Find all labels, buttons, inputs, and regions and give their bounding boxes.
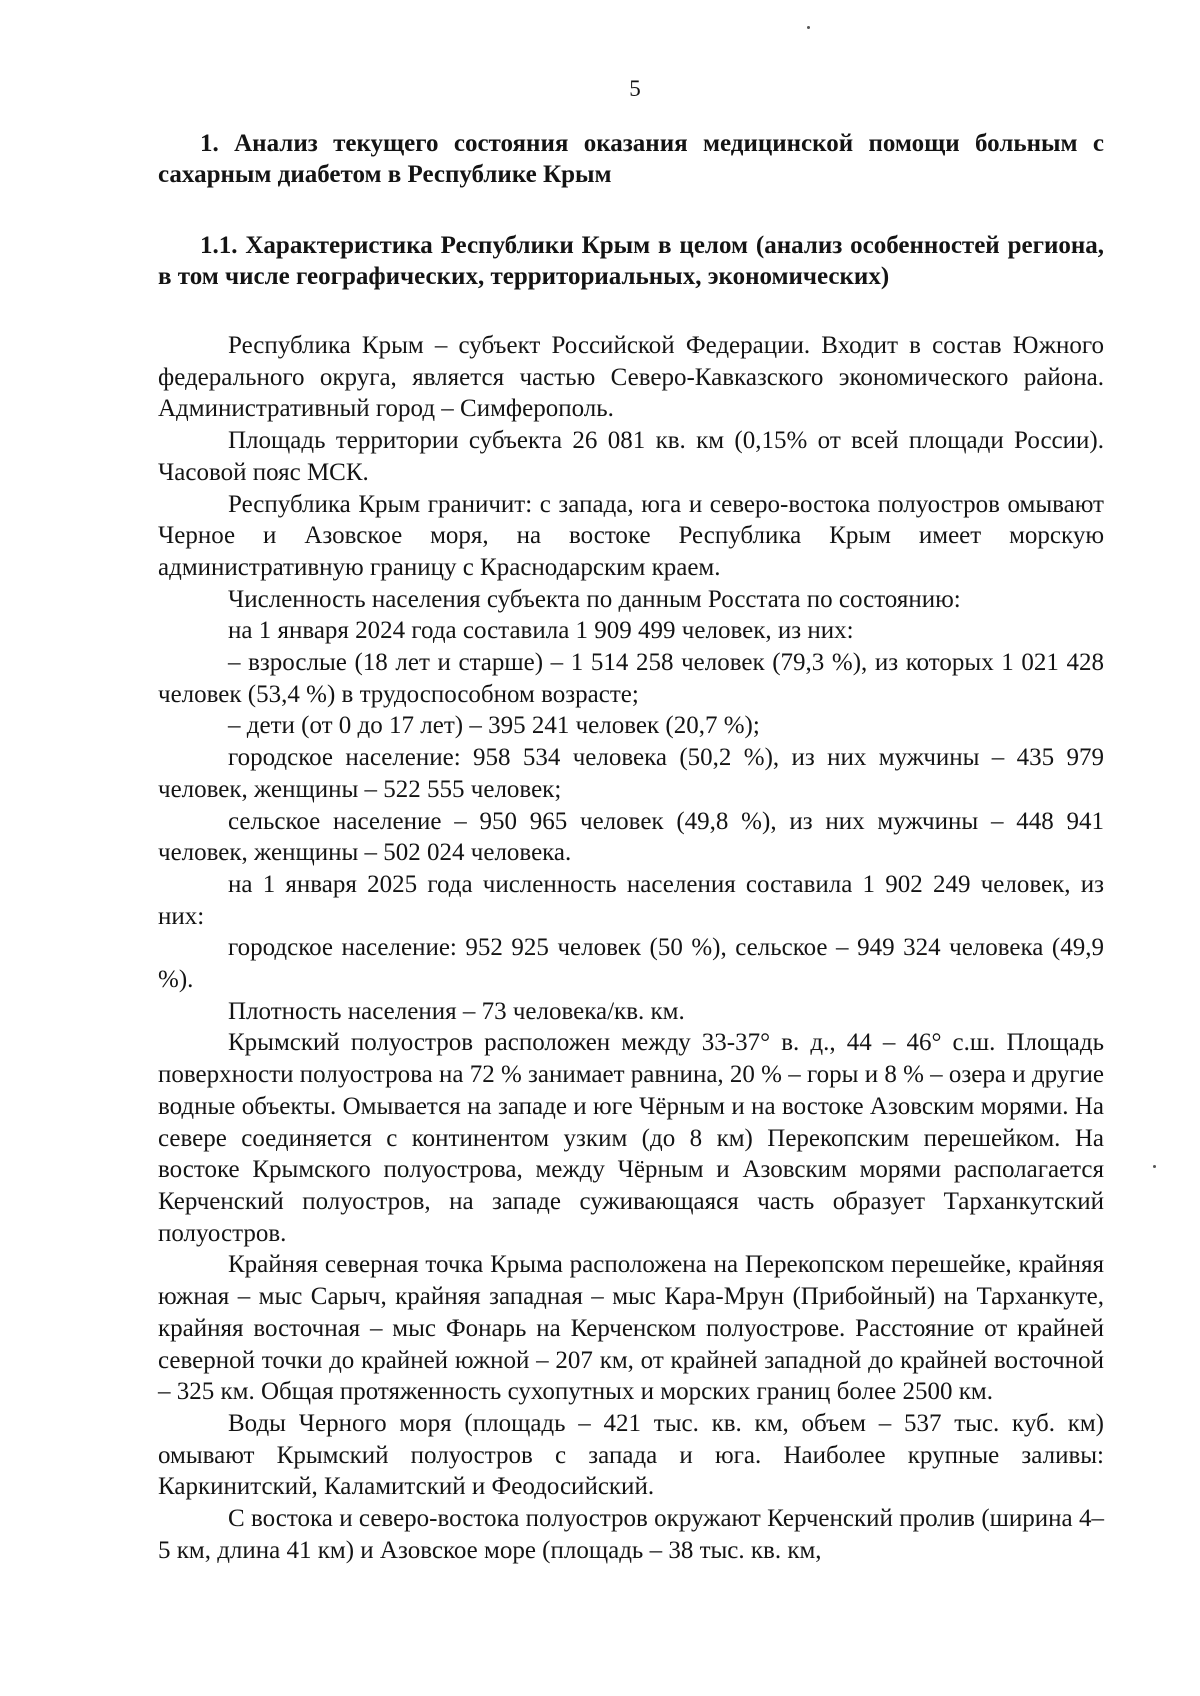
paragraph: Плотность населения – 73 человека/кв. км.: [228, 997, 685, 1025]
document-body: [158, 128, 1104, 1566]
scan-speck: [807, 26, 810, 29]
paragraph: городское население: 952 925 человек (50 %), сельское – 949 324 человека (49,9 %).: [158, 934, 1104, 994]
paragraph: – дети (от 0 до 17 лет) – 395 241 человек (20,7 %);: [228, 712, 760, 740]
page-number: 5: [629, 76, 641, 101]
paragraph: на 1 января 2025 года численность населения составила 1 902 249 человек, из них:: [158, 870, 1104, 930]
paragraph: Численность населения субъекта по данным Росстата по состоянию:: [228, 585, 961, 613]
paragraph: – взрослые (18 лет и старше) – 1 514 258 человек (79,3 %), из которых 1 021 428 человек (53,4 %) в трудоспособном возрасте;: [158, 649, 1104, 708]
section-heading: 1. Анализ текущего состояния оказания медицинской помощи больным с сахарным диабетом в Республике Крым: [158, 130, 1104, 188]
paragraph: Республика Крым граничит: с запада, юга и северо-востока полуостров омывают Черное и Азовское моря, на востоке Республика Крым имеет морскую административную границу с Краснодарским краем.: [158, 490, 1104, 581]
paragraph: городское население: 958 534 человека (50,2 %), из них мужчины – 435 979 человек, женщины – 522 555 человек;: [158, 744, 1104, 803]
paragraph: С востока и северо-востока полуостров окружают Керченский пролив (ширина 4–5 км, длина 41 км) и Азовское море (площадь – 38 тыс. кв. км,: [158, 1505, 1104, 1564]
subsection-heading: 1.1. Характеристика Республики Крым в целом (анализ особенностей региона, в том числе географических, территориальных, экономических): [158, 232, 1104, 290]
scan-speck: [1153, 1165, 1156, 1168]
paragraph: Крайняя северная точка Крыма расположена на Перекопском перешейке, крайняя южная – мыс Сарыч, крайняя западная – мыс Кара-Мрун (Прибойный) на Тарханкуте, крайняя восточная – мыс Фонарь на Керченском полуострове. Расстояние от крайней северной точки до крайней южной – 207 км, от крайней западной до крайней восточной – 325 км. Общая протяженность сухопутных и морских границ более 2500 км.: [158, 1251, 1104, 1406]
paragraph: Площадь территории субъекта 26 081 кв. км (0,15% от всей площади России). Часовой пояс МСК.: [158, 427, 1104, 486]
paragraph: Республика Крым – субъект Российской Федерации. Входит в состав Южного федерального округа, является частью Северо-Кавказского экономического района. Административный город – Симферополь.: [158, 332, 1104, 423]
paragraph: Крымский полуостров расположен между 33-37° в. д., 44 – 46° с.ш. Площадь поверхности полуострова на 72 % занимает равнина, 20 % – горы и 8 % – озера и другие водные объекты. Омывается на западе и юге Чёрным и на востоке Азовским морями. На севере соединяется с континентом узким (до 8 км) Перекопским перешейком. На востоке Крымского полуострова, между Чёрным и Азовским морями располагается Керченский полуостров, на западе суживающаяся часть образует Тарханкутский полуостров.: [158, 1029, 1104, 1247]
paragraph: на 1 января 2024 года составила 1 909 499 человек, из них:: [228, 617, 854, 645]
paragraph: сельское население – 950 965 человек (49,8 %), из них мужчины – 448 941 человек, женщины – 502 024 человека.: [158, 807, 1104, 867]
paragraph: Воды Черного моря (площадь – 421 тыс. кв. км, объем – 537 тыс. куб. км) омывают Крымский полуостров с запада и юга. Наиболее крупные заливы: Каркинитский, Каламитский и Феодосийский.: [158, 1409, 1104, 1501]
